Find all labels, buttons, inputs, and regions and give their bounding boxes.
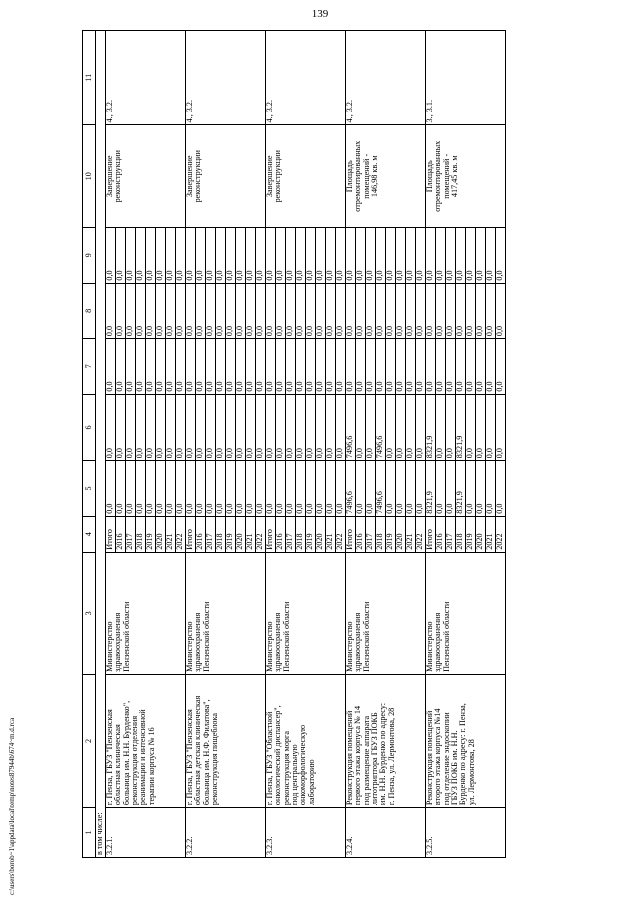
value-cell-c8: 0,0	[326, 283, 336, 339]
year-label-cell: 2021	[326, 516, 336, 552]
subheader-row	[96, 31, 106, 858]
year-label-cell: Итого	[106, 516, 116, 552]
value-cell-c5: 0,0	[216, 461, 226, 517]
year-label-cell: 2016	[116, 516, 126, 552]
value-cell-c6: 0,0	[176, 394, 186, 461]
value-cell-c5: 0,0	[466, 461, 476, 517]
value-cell-c9: 0,0	[406, 228, 416, 284]
value-cell-c9: 0,0	[446, 228, 456, 284]
value-cell-c9: 0,0	[186, 228, 196, 284]
value-cell-c9: 0,0	[296, 228, 306, 284]
year-label-cell: 2022	[336, 516, 346, 552]
value-cell-c7: 0,0	[396, 339, 406, 395]
year-label-cell: 2016	[196, 516, 206, 552]
value-cell-c8: 0,0	[426, 283, 436, 339]
value-cell-c7: 0,0	[316, 339, 326, 395]
item-number-cell: 3.2.4.	[346, 808, 426, 858]
value-cell-c7: 0,0	[416, 339, 426, 395]
year-label-cell: 2016	[436, 516, 446, 552]
value-cell-c8: 0,0	[456, 283, 466, 339]
value-cell-c9: 0,0	[306, 228, 316, 284]
value-cell-c5: 0,0	[496, 461, 506, 517]
value-cell-c8: 0,0	[226, 283, 236, 339]
value-cell-c6: 0,0	[236, 394, 246, 461]
value-cell-c7: 0,0	[376, 339, 386, 395]
indicator-code-cell: 4., 3.2.	[106, 31, 186, 125]
value-cell-c5: 0,0	[206, 461, 216, 517]
value-cell-c6: 0,0	[436, 394, 446, 461]
value-cell-c9: 0,0	[196, 228, 206, 284]
year-label-cell: 2016	[356, 516, 366, 552]
value-cell-c5: 0,0	[196, 461, 206, 517]
value-cell-c5: 0,0	[316, 461, 326, 517]
table-row	[186, 31, 196, 858]
value-cell-c9: 0,0	[216, 228, 226, 284]
value-cell-c5: 0,0	[296, 461, 306, 517]
value-cell-c7: 0,0	[476, 339, 486, 395]
value-cell-c6: 7496,6	[346, 394, 356, 461]
year-label-cell: 2019	[466, 516, 476, 552]
value-cell-c7: 0,0	[406, 339, 416, 395]
value-cell-c9: 0,0	[416, 228, 426, 284]
value-cell-c9: 0,0	[346, 228, 356, 284]
item-number-cell: 3.2.1.	[106, 808, 186, 858]
item-number-cell: 3.2.2.	[186, 808, 266, 858]
value-cell-c6: 0,0	[306, 394, 316, 461]
value-cell-c6: 7496,6	[376, 394, 386, 461]
value-cell-c9: 0,0	[396, 228, 406, 284]
value-cell-c6: 0,0	[476, 394, 486, 461]
year-label-cell: Итого	[266, 516, 276, 552]
responsible-org-cell: Министерство здравоохранения Пензенской области	[426, 552, 506, 674]
column-header-9: 9	[83, 228, 96, 284]
rotated-sheet	[82, 30, 608, 858]
column-header-10: 10	[83, 125, 96, 228]
value-cell-c5: 0,0	[286, 461, 296, 517]
value-cell-c7: 0,0	[456, 339, 466, 395]
column-header-7: 7	[83, 339, 96, 395]
page-number: 139	[311, 8, 329, 20]
subheader-cell: в том числе:	[96, 31, 106, 858]
year-label-cell: Итого	[186, 516, 196, 552]
year-label-cell: 2021	[166, 516, 176, 552]
value-cell-c8: 0,0	[316, 283, 326, 339]
value-cell-c6: 0,0	[166, 394, 176, 461]
value-cell-c7: 0,0	[496, 339, 506, 395]
value-cell-c5: 0,0	[486, 461, 496, 517]
value-cell-c9: 0,0	[476, 228, 486, 284]
value-cell-c8: 0,0	[356, 283, 366, 339]
result-cell: Завершение реконструкции	[186, 125, 266, 228]
value-cell-c5: 7496,6	[346, 461, 356, 517]
value-cell-c5: 0,0	[226, 461, 236, 517]
value-cell-c9: 0,0	[136, 228, 146, 284]
column-number-row	[83, 31, 96, 858]
value-cell-c8: 0,0	[146, 283, 156, 339]
item-name-cell: г. Пенза, ГБУЗ "Пензенская областная клиническая больница им. Н.Н. Бурденко", реконструкция отделения реанимации и интенсивной терапии корпуса № 16	[106, 674, 186, 807]
value-cell-c7: 0,0	[486, 339, 496, 395]
value-cell-c8: 0,0	[486, 283, 496, 339]
value-cell-c9: 0,0	[106, 228, 116, 284]
result-cell: Завершение реконструкции	[106, 125, 186, 228]
item-name-cell: Реконструкция помещений первого этажа корпуса № 14 под размещение аппарата литотриптора ГБУЗ ПОКБ им. Н.Н. Бурденко по адресу: г. Пенза, ул. Лермонтова, 28	[346, 674, 426, 807]
result-cell: Завершение реконструкции	[266, 125, 346, 228]
value-cell-c7: 0,0	[356, 339, 366, 395]
value-cell-c9: 0,0	[496, 228, 506, 284]
value-cell-c6: 0,0	[196, 394, 206, 461]
value-cell-c8: 0,0	[186, 283, 196, 339]
year-label-cell: 2020	[476, 516, 486, 552]
value-cell-c7: 0,0	[296, 339, 306, 395]
table-row	[266, 31, 276, 858]
value-cell-c9: 0,0	[226, 228, 236, 284]
value-cell-c9: 0,0	[426, 228, 436, 284]
value-cell-c6: 0,0	[466, 394, 476, 461]
value-cell-c5: 0,0	[146, 461, 156, 517]
value-cell-c5: 0,0	[106, 461, 116, 517]
value-cell-c6: 0,0	[266, 394, 276, 461]
value-cell-c6: 0,0	[486, 394, 496, 461]
value-cell-c9: 0,0	[286, 228, 296, 284]
value-cell-c8: 0,0	[476, 283, 486, 339]
item-name-cell: Реконструкция помещений второго этажа корпуса №14 под отделение эндоскопии ГБУЗ ПОКБ им. Н.Н. Бурденко по адресу: г. Пенза, ул. Лермонтова, 28	[426, 674, 506, 807]
value-cell-c9: 0,0	[276, 228, 286, 284]
value-cell-c6: 0,0	[396, 394, 406, 461]
column-header-4: 4	[83, 516, 96, 552]
year-label-cell: 2022	[256, 516, 266, 552]
year-label-cell: 2021	[246, 516, 256, 552]
value-cell-c7: 0,0	[276, 339, 286, 395]
program-table	[82, 30, 506, 858]
table-row	[426, 31, 436, 858]
value-cell-c9: 0,0	[116, 228, 126, 284]
value-cell-c8: 0,0	[336, 283, 346, 339]
item-number-cell: 3.2.5.	[426, 808, 506, 858]
value-cell-c5: 7496,6	[376, 461, 386, 517]
value-cell-c9: 0,0	[246, 228, 256, 284]
value-cell-c8: 0,0	[306, 283, 316, 339]
year-label-cell: Итого	[346, 516, 356, 552]
value-cell-c5: 0,0	[116, 461, 126, 517]
value-cell-c7: 0,0	[196, 339, 206, 395]
table-body	[96, 31, 506, 858]
table-row	[106, 31, 116, 858]
year-label-cell: 2021	[486, 516, 496, 552]
result-cell: Площадь отремонтированных помещений - 417,45 кв. м	[426, 125, 506, 228]
table-row	[346, 31, 356, 858]
value-cell-c9: 0,0	[436, 228, 446, 284]
value-cell-c8: 0,0	[156, 283, 166, 339]
value-cell-c8: 0,0	[136, 283, 146, 339]
year-label-cell: 2018	[216, 516, 226, 552]
value-cell-c7: 0,0	[106, 339, 116, 395]
value-cell-c5: 0,0	[156, 461, 166, 517]
value-cell-c7: 0,0	[426, 339, 436, 395]
value-cell-c9: 0,0	[336, 228, 346, 284]
value-cell-c7: 0,0	[326, 339, 336, 395]
value-cell-c5: 0,0	[436, 461, 446, 517]
year-label-cell: 2017	[286, 516, 296, 552]
year-label-cell: 2020	[316, 516, 326, 552]
value-cell-c6: 0,0	[326, 394, 336, 461]
year-label-cell: 2018	[136, 516, 146, 552]
value-cell-c8: 0,0	[296, 283, 306, 339]
value-cell-c9: 0,0	[386, 228, 396, 284]
year-label-cell: 2021	[406, 516, 416, 552]
value-cell-c8: 0,0	[346, 283, 356, 339]
year-label-cell: 2020	[156, 516, 166, 552]
value-cell-c5: 0,0	[446, 461, 456, 517]
value-cell-c7: 0,0	[236, 339, 246, 395]
value-cell-c9: 0,0	[256, 228, 266, 284]
value-cell-c7: 0,0	[256, 339, 266, 395]
year-label-cell: 2018	[296, 516, 306, 552]
value-cell-c6: 0,0	[146, 394, 156, 461]
value-cell-c7: 0,0	[466, 339, 476, 395]
value-cell-c7: 0,0	[146, 339, 156, 395]
value-cell-c8: 0,0	[166, 283, 176, 339]
column-header-1: 1	[83, 808, 96, 858]
value-cell-c5: 0,0	[306, 461, 316, 517]
column-header-11: 11	[83, 31, 96, 125]
value-cell-c5: 0,0	[276, 461, 286, 517]
value-cell-c6: 0,0	[206, 394, 216, 461]
result-cell: Площадь отремонтированных помещений - 146,98 кв. м	[346, 125, 426, 228]
value-cell-c5: 0,0	[266, 461, 276, 517]
year-label-cell: 2020	[396, 516, 406, 552]
item-number-cell: 3.2.3.	[266, 808, 346, 858]
value-cell-c5: 0,0	[366, 461, 376, 517]
year-label-cell: 2017	[126, 516, 136, 552]
value-cell-c6: 0,0	[446, 394, 456, 461]
year-label-cell: Итого	[426, 516, 436, 552]
value-cell-c8: 0,0	[386, 283, 396, 339]
value-cell-c8: 0,0	[106, 283, 116, 339]
value-cell-c7: 0,0	[436, 339, 446, 395]
year-label-cell: 2019	[306, 516, 316, 552]
value-cell-c6: 0,0	[496, 394, 506, 461]
value-cell-c8: 0,0	[116, 283, 126, 339]
value-cell-c6: 0,0	[246, 394, 256, 461]
value-cell-c5: 8321,9	[426, 461, 436, 517]
value-cell-c7: 0,0	[336, 339, 346, 395]
responsible-org-cell: Министерство здравоохранения Пензенской области	[346, 552, 426, 674]
year-label-cell: 2019	[386, 516, 396, 552]
value-cell-c5: 0,0	[176, 461, 186, 517]
value-cell-c6: 0,0	[216, 394, 226, 461]
value-cell-c7: 0,0	[386, 339, 396, 395]
value-cell-c8: 0,0	[266, 283, 276, 339]
column-header-8: 8	[83, 283, 96, 339]
value-cell-c9: 0,0	[176, 228, 186, 284]
value-cell-c8: 0,0	[286, 283, 296, 339]
value-cell-c6: 0,0	[126, 394, 136, 461]
value-cell-c5: 0,0	[326, 461, 336, 517]
value-cell-c7: 0,0	[306, 339, 316, 395]
value-cell-c6: 0,0	[286, 394, 296, 461]
value-cell-c9: 0,0	[366, 228, 376, 284]
value-cell-c6: 0,0	[356, 394, 366, 461]
responsible-org-cell: Министерство здравоохранения Пензенской области	[266, 552, 346, 674]
year-label-cell: 2016	[276, 516, 286, 552]
value-cell-c8: 0,0	[256, 283, 266, 339]
value-cell-c5: 0,0	[236, 461, 246, 517]
value-cell-c6: 0,0	[186, 394, 196, 461]
value-cell-c5: 8321,9	[456, 461, 466, 517]
value-cell-c8: 0,0	[496, 283, 506, 339]
value-cell-c7: 0,0	[446, 339, 456, 395]
value-cell-c8: 0,0	[236, 283, 246, 339]
value-cell-c6: 0,0	[156, 394, 166, 461]
value-cell-c6: 0,0	[416, 394, 426, 461]
value-cell-c5: 0,0	[136, 461, 146, 517]
value-cell-c9: 0,0	[456, 228, 466, 284]
value-cell-c8: 0,0	[396, 283, 406, 339]
value-cell-c6: 0,0	[386, 394, 396, 461]
value-cell-c6: 8321,9	[426, 394, 436, 461]
value-cell-c6: 0,0	[106, 394, 116, 461]
year-label-cell: 2017	[366, 516, 376, 552]
value-cell-c5: 0,0	[386, 461, 396, 517]
value-cell-c9: 0,0	[466, 228, 476, 284]
value-cell-c7: 0,0	[216, 339, 226, 395]
value-cell-c9: 0,0	[236, 228, 246, 284]
value-cell-c7: 0,0	[206, 339, 216, 395]
value-cell-c8: 0,0	[126, 283, 136, 339]
year-label-cell: 2022	[176, 516, 186, 552]
indicator-code-cell: 4., 3.2.	[266, 31, 346, 125]
item-name-cell: г. Пенза, ГБУЗ "Пензенская областная детская клиническая больница им. Н.Ф. Филатова", реконструкция пищеблока	[186, 674, 266, 807]
year-label-cell: 2017	[206, 516, 216, 552]
value-cell-c6: 0,0	[226, 394, 236, 461]
year-label-cell: 2020	[236, 516, 246, 552]
year-label-cell: 2018	[376, 516, 386, 552]
value-cell-c8: 0,0	[466, 283, 476, 339]
value-cell-c7: 0,0	[246, 339, 256, 395]
value-cell-c9: 0,0	[156, 228, 166, 284]
value-cell-c6: 0,0	[296, 394, 306, 461]
year-label-cell: 2019	[226, 516, 236, 552]
value-cell-c8: 0,0	[436, 283, 446, 339]
file-path-footer: c:\users\borob~1\appdata\local\temp\notes87944b\674~m.d.rca	[8, 717, 16, 895]
value-cell-c7: 0,0	[136, 339, 146, 395]
indicator-code-cell: 3., 3.1.	[426, 31, 506, 125]
value-cell-c6: 0,0	[276, 394, 286, 461]
value-cell-c7: 0,0	[126, 339, 136, 395]
value-cell-c9: 0,0	[376, 228, 386, 284]
value-cell-c8: 0,0	[216, 283, 226, 339]
value-cell-c6: 0,0	[366, 394, 376, 461]
value-cell-c8: 0,0	[406, 283, 416, 339]
value-cell-c7: 0,0	[156, 339, 166, 395]
value-cell-c7: 0,0	[286, 339, 296, 395]
year-label-cell: 2022	[416, 516, 426, 552]
value-cell-c5: 0,0	[166, 461, 176, 517]
value-cell-c6: 8321,9	[456, 394, 466, 461]
value-cell-c7: 0,0	[116, 339, 126, 395]
value-cell-c8: 0,0	[366, 283, 376, 339]
value-cell-c7: 0,0	[366, 339, 376, 395]
value-cell-c5: 0,0	[476, 461, 486, 517]
value-cell-c7: 0,0	[266, 339, 276, 395]
column-header-6: 6	[83, 394, 96, 461]
item-name-cell: г. Пенза, ГБУЗ "Областной онкологический диспансер", реконструкция морга под центральную онкоморфологическую лабораторию	[266, 674, 346, 807]
value-cell-c9: 0,0	[356, 228, 366, 284]
column-header-3: 3	[83, 552, 96, 674]
column-header-2: 2	[83, 674, 96, 807]
value-cell-c6: 0,0	[336, 394, 346, 461]
value-cell-c6: 0,0	[316, 394, 326, 461]
value-cell-c7: 0,0	[166, 339, 176, 395]
indicator-code-cell: 4., 3.2.	[346, 31, 426, 125]
value-cell-c5: 0,0	[186, 461, 196, 517]
responsible-org-cell: Министерство здравоохранения Пензенской области	[186, 552, 266, 674]
value-cell-c9: 0,0	[166, 228, 176, 284]
value-cell-c5: 0,0	[356, 461, 366, 517]
year-label-cell: 2019	[146, 516, 156, 552]
value-cell-c6: 0,0	[136, 394, 146, 461]
value-cell-c8: 0,0	[246, 283, 256, 339]
value-cell-c8: 0,0	[376, 283, 386, 339]
value-cell-c9: 0,0	[316, 228, 326, 284]
indicator-code-cell: 4., 3.2.	[186, 31, 266, 125]
value-cell-c9: 0,0	[486, 228, 496, 284]
column-header-5: 5	[83, 461, 96, 517]
value-cell-c9: 0,0	[266, 228, 276, 284]
value-cell-c5: 0,0	[396, 461, 406, 517]
value-cell-c5: 0,0	[246, 461, 256, 517]
value-cell-c7: 0,0	[226, 339, 236, 395]
value-cell-c7: 0,0	[186, 339, 196, 395]
value-cell-c5: 0,0	[416, 461, 426, 517]
value-cell-c6: 0,0	[116, 394, 126, 461]
value-cell-c9: 0,0	[206, 228, 216, 284]
value-cell-c8: 0,0	[206, 283, 216, 339]
value-cell-c5: 0,0	[336, 461, 346, 517]
year-label-cell: 2017	[446, 516, 456, 552]
value-cell-c5: 0,0	[256, 461, 266, 517]
value-cell-c8: 0,0	[196, 283, 206, 339]
value-cell-c8: 0,0	[276, 283, 286, 339]
responsible-org-cell: Министерство здравоохранения Пензенской области	[106, 552, 186, 674]
year-label-cell: 2018	[456, 516, 466, 552]
year-label-cell: 2022	[496, 516, 506, 552]
value-cell-c8: 0,0	[446, 283, 456, 339]
value-cell-c9: 0,0	[326, 228, 336, 284]
value-cell-c8: 0,0	[176, 283, 186, 339]
value-cell-c9: 0,0	[146, 228, 156, 284]
value-cell-c8: 0,0	[416, 283, 426, 339]
value-cell-c5: 0,0	[406, 461, 416, 517]
value-cell-c9: 0,0	[126, 228, 136, 284]
value-cell-c7: 0,0	[346, 339, 356, 395]
value-cell-c6: 0,0	[406, 394, 416, 461]
value-cell-c6: 0,0	[256, 394, 266, 461]
value-cell-c7: 0,0	[176, 339, 186, 395]
value-cell-c5: 0,0	[126, 461, 136, 517]
